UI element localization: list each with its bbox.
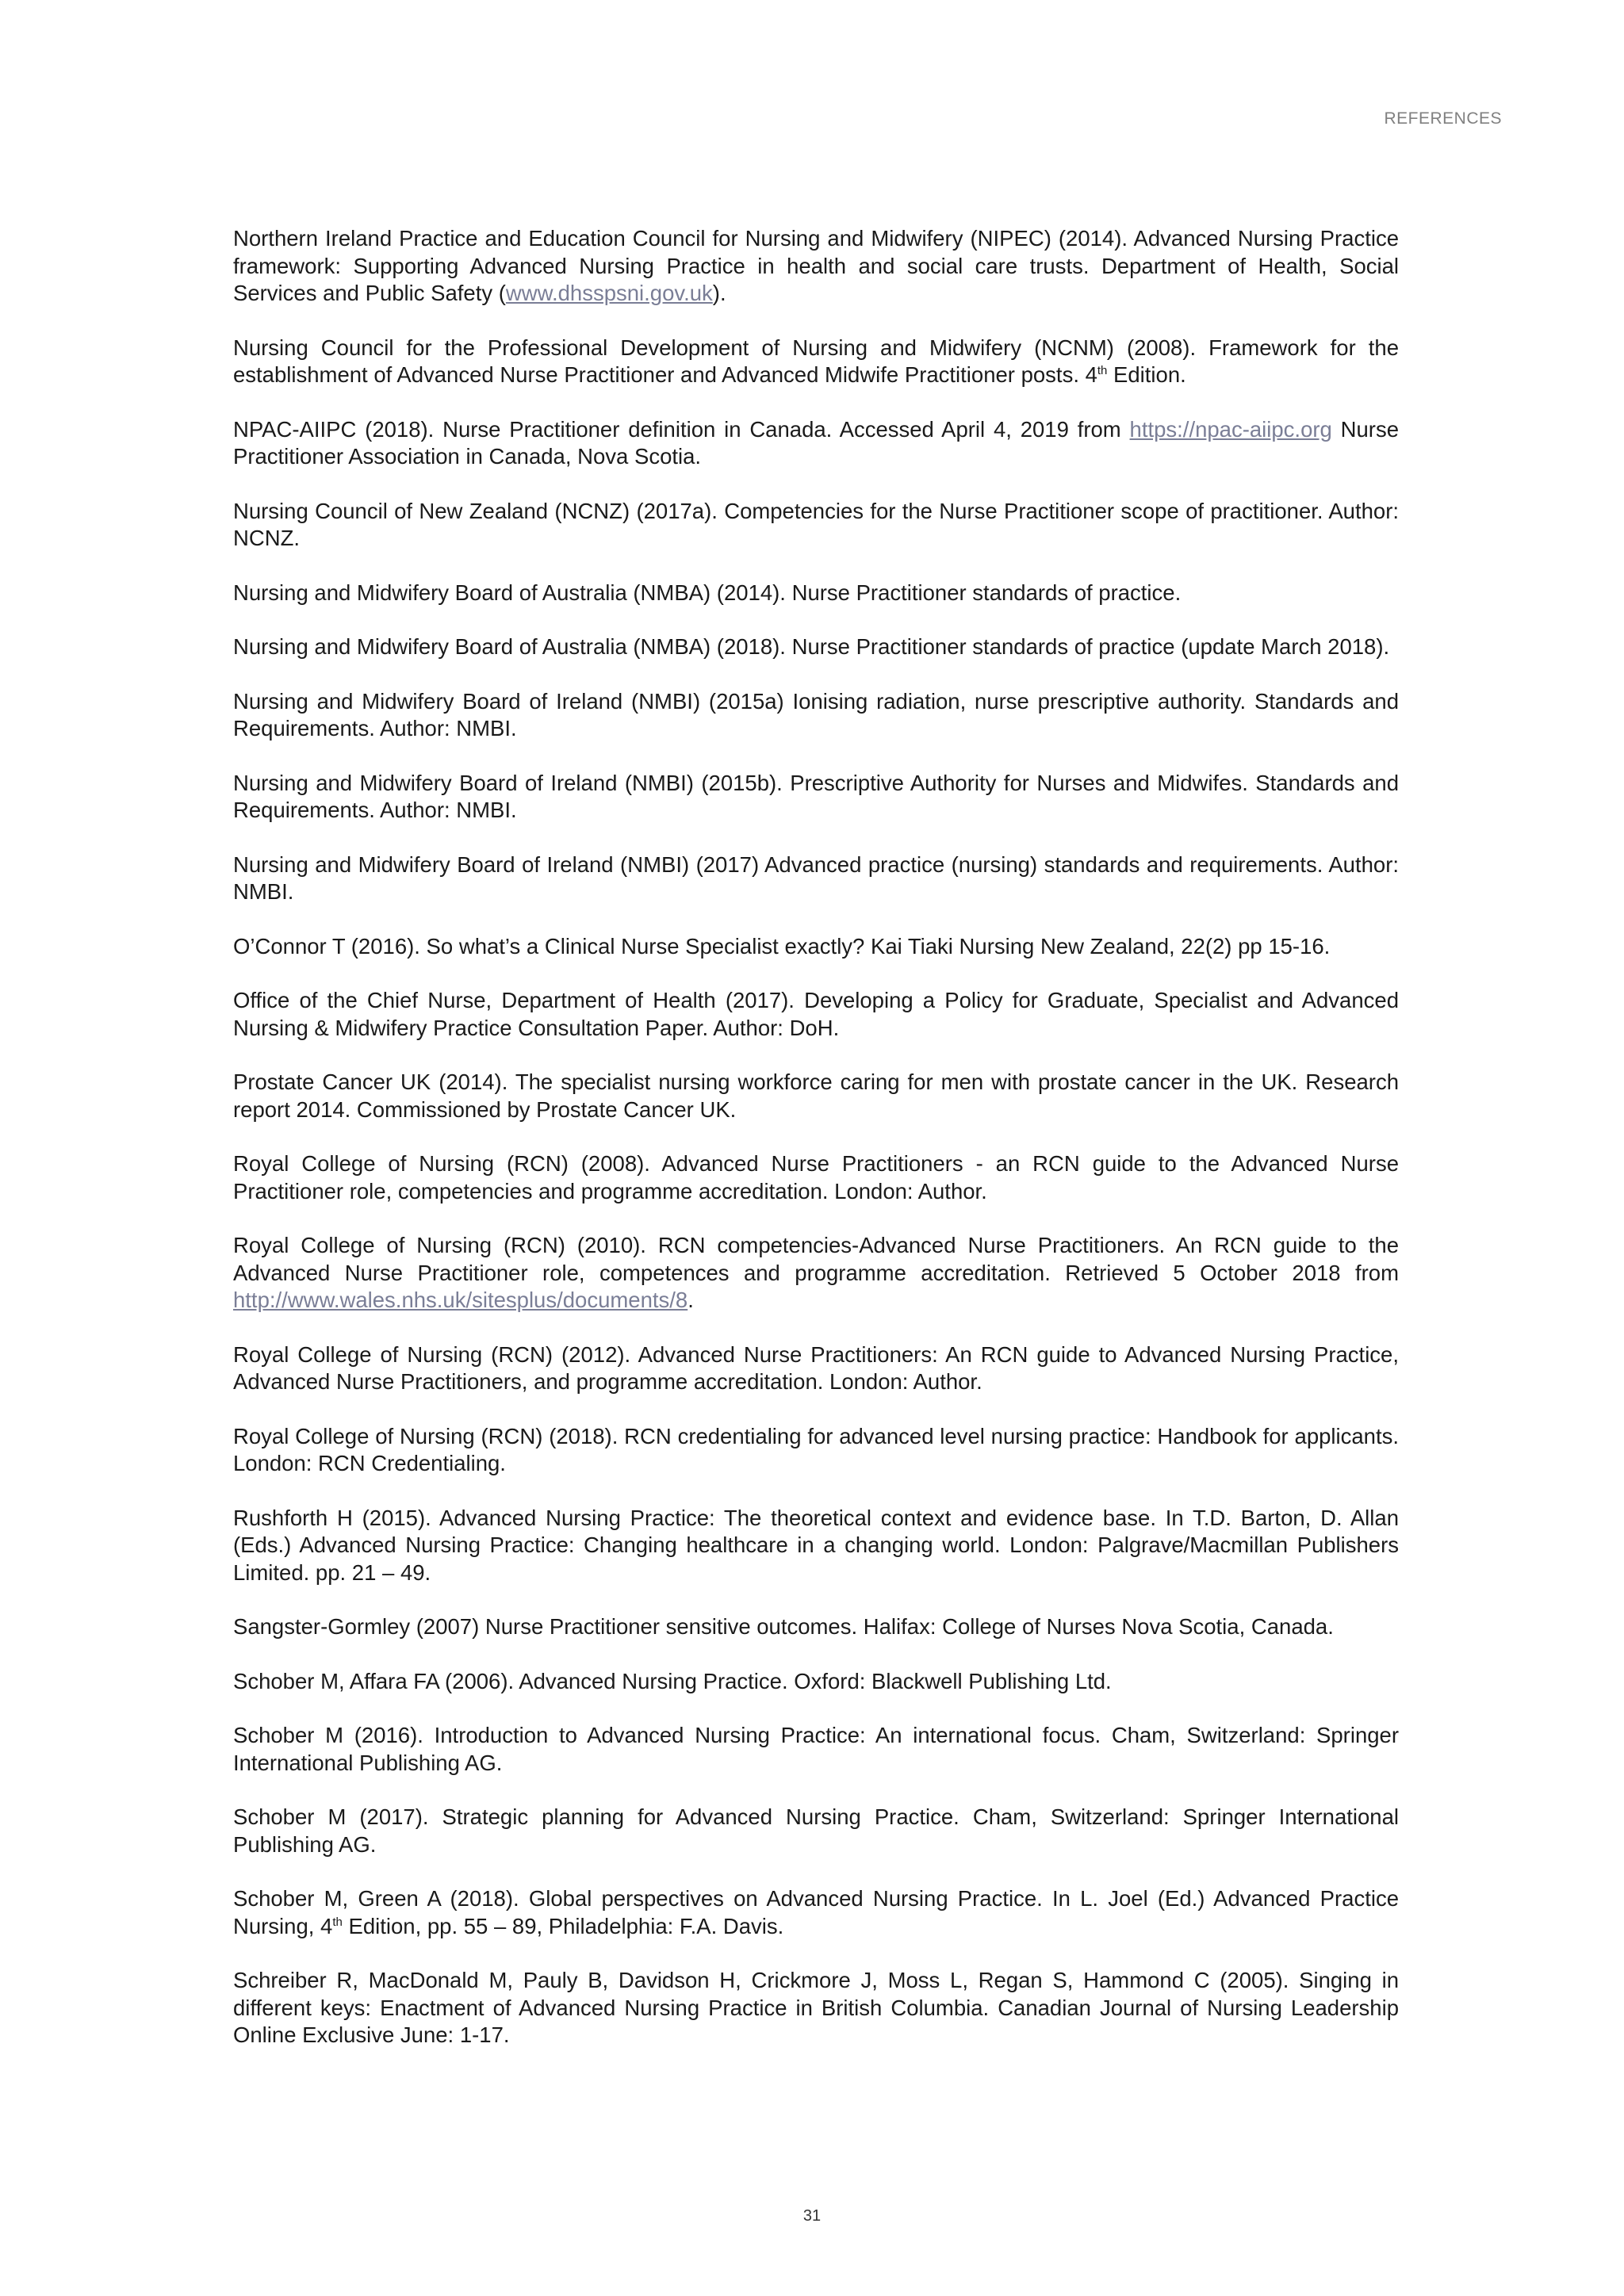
- reference-text: Schober M, Affara FA (2006). Advanced Nursing Practice. Oxford: Blackwell Publishing Ltd.: [233, 1668, 1112, 1693]
- reference-entry: [233, 688, 1399, 743]
- reference-text: Nursing and Midwifery Board of Australia (NMBA) (2018). Nurse Practitioner standards of practice (update March 2018).: [233, 634, 1390, 659]
- reference-link[interactable]: https://npac-aiipc.org: [1129, 416, 1332, 442]
- reference-entry: [233, 1341, 1399, 1396]
- reference-entry: [233, 1804, 1399, 1858]
- reference-entry: [233, 416, 1399, 471]
- reference-entry: [233, 1613, 1399, 1641]
- reference-entry: [233, 851, 1399, 906]
- reference-text: Rushforth H (2015). Advanced Nursing Practice: The theoretical context and evidence base. In T.D. Barton, D. Allan (Eds.) Advanced Nursing Practice: Changing healthcare in a changing world. London: Palgrave/Macmillan Publishers Limited. pp. 21 – 49.: [233, 1505, 1399, 1585]
- reference-text-after: Edition.: [1107, 362, 1186, 387]
- reference-entry: [233, 498, 1399, 553]
- reference-text: Schober M, Green A (2018). Global perspectives on Advanced Nursing Practice. In L. Joel (Ed.) Advanced Practice Nursing, 4: [233, 1886, 1399, 1938]
- reference-entry: [233, 1885, 1399, 1940]
- reference-link[interactable]: http://www.wales.nhs.uk/sitesplus/documents/8: [233, 1288, 688, 1312]
- reference-entry: [233, 335, 1399, 389]
- reference-text: Schober M (2017). Strategic planning for Advanced Nursing Practice. Cham, Switzerland: Springer International Publishing AG.: [233, 1804, 1399, 1857]
- reference-entry: [233, 987, 1399, 1042]
- reference-entry: [233, 1505, 1399, 1587]
- reference-text: Prostate Cancer UK (2014). The specialist nursing workforce caring for men with prostate cancer in the UK. Research report 2014. Commissioned by Prostate Cancer UK.: [233, 1070, 1399, 1122]
- reference-entry: [233, 1150, 1399, 1205]
- reference-text: Sangster-Gormley (2007) Nurse Practitioner sensitive outcomes. Halifax: College of Nurses Nova Scotia, Canada.: [233, 1614, 1334, 1639]
- reference-text: Nursing and Midwifery Board of Ireland (NMBI) (2015b). Prescriptive Authority for Nurses and Midwifes. Standards and Requirements. Author: NMBI.: [233, 770, 1399, 822]
- reference-text: Nursing and Midwifery Board of Ireland (NMBI) (2015a) Ionising radiation, nurse prescriptive authority. Standards and Requirements. Author: NMBI.: [233, 688, 1399, 740]
- reference-text: Schober M (2016). Introduction to Advanced Nursing Practice: An international focus. Cham, Switzerland: Springer International Publishing AG.: [233, 1723, 1399, 1775]
- reference-entry: [233, 1423, 1399, 1478]
- reference-text-after: Nurse Practitioner Association in Canada, Nova Scotia.: [233, 416, 1400, 469]
- reference-text-after: Edition, pp. 55 – 89, Philadelphia: F.A. Davis.: [342, 1913, 784, 1938]
- reference-entry: [233, 770, 1399, 825]
- reference-superscript: th: [332, 1915, 343, 1929]
- reference-entry: [233, 1232, 1399, 1314]
- reference-text: Nursing Council for the Professional Development of Nursing and Midwifery (NCNM) (2008). Framework for the establishment of Advanced Nurse Practitioner and Advanced Midwife Practitioner posts. 4: [233, 335, 1399, 387]
- reference-entry: [233, 1069, 1399, 1123]
- reference-link[interactable]: www.dhsspsni.gov.uk: [505, 281, 713, 305]
- reference-text-after: .: [688, 1288, 694, 1312]
- reference-superscript: th: [1097, 363, 1108, 377]
- reference-entry: [233, 1668, 1399, 1696]
- reference-text: O’Connor T (2016). So what’s a Clinical Nurse Specialist exactly? Kai Tiaki Nursing New Zealand, 22(2) pp 15-16.: [233, 933, 1331, 959]
- reference-entry: [233, 1967, 1399, 2049]
- reference-entry: [233, 633, 1399, 661]
- reference-entry: [233, 225, 1399, 308]
- reference-text: Northern Ireland Practice and Education Council for Nursing and Midwifery (NIPEC) (2014). Advanced Nursing Practice framework: Supporting Advanced Nursing Practice in health and social care trusts. Department of Health, Social Services and Public Safety (: [233, 226, 1399, 305]
- reference-text: NPAC-AIIPC (2018). Nurse Practitioner definition in Canada. Accessed April 4, 2019 from: [233, 416, 1130, 442]
- reference-text: Office of the Chief Nurse, Department of Health (2017). Developing a Policy for Graduate, Specialist and Advanced Nursing & Midwifery Practice Consultation Paper. Author: DoH.: [233, 988, 1399, 1040]
- reference-text: Schreiber R, MacDonald M, Pauly B, Davidson H, Crickmore J, Moss L, Regan S, Hammond C (2005). Singing in different keys: Enactment of Advanced Nursing Practice in British Columbia. Canadian Journal of Nursing Leadership Online Exclusive June: 1-17.: [233, 1968, 1399, 2047]
- reference-text-after: ).: [712, 281, 726, 305]
- reference-entry: [233, 580, 1399, 607]
- reference-entry: [233, 1722, 1399, 1777]
- reference-entry: [233, 933, 1399, 961]
- running-head: REFERENCES: [1384, 109, 1502, 128]
- reference-text: Nursing Council of New Zealand (NCNZ) (2017a). Competencies for the Nurse Practitioner scope of practitioner. Author: NCNZ.: [233, 498, 1399, 550]
- reference-text: Royal College of Nursing (RCN) (2018). RCN credentialing for advanced level nursing practice: Handbook for applicants. London: RCN Credentialing.: [233, 1423, 1399, 1475]
- reference-text: Nursing and Midwifery Board of Ireland (NMBI) (2017) Advanced practice (nursing) standards and requirements. Author: NMBI.: [233, 851, 1399, 904]
- reference-text: Nursing and Midwifery Board of Australia (NMBA) (2014). Nurse Practitioner standards of practice.: [233, 580, 1182, 605]
- reference-text: Royal College of Nursing (RCN) (2010). RCN competencies-Advanced Nurse Practitioners. An RCN guide to the Advanced Nurse Practitioner role, competences and programme accreditation. Retrieved 5 October 2018 from: [233, 1233, 1399, 1285]
- page-number: 31: [802, 2207, 822, 2225]
- reference-text: Royal College of Nursing (RCN) (2012). Advanced Nurse Practitioners: An RCN guide to Advanced Nursing Practice, Advanced Nurse Practitioners, and programme accreditation. London: Author.: [233, 1341, 1399, 1394]
- reference-text: Royal College of Nursing (RCN) (2008). Advanced Nurse Practitioners - an RCN guide to the Advanced Nurse Practitioner role, competencies and programme accreditation. London: Author.: [233, 1151, 1399, 1203]
- reference-list: [233, 225, 1399, 2076]
